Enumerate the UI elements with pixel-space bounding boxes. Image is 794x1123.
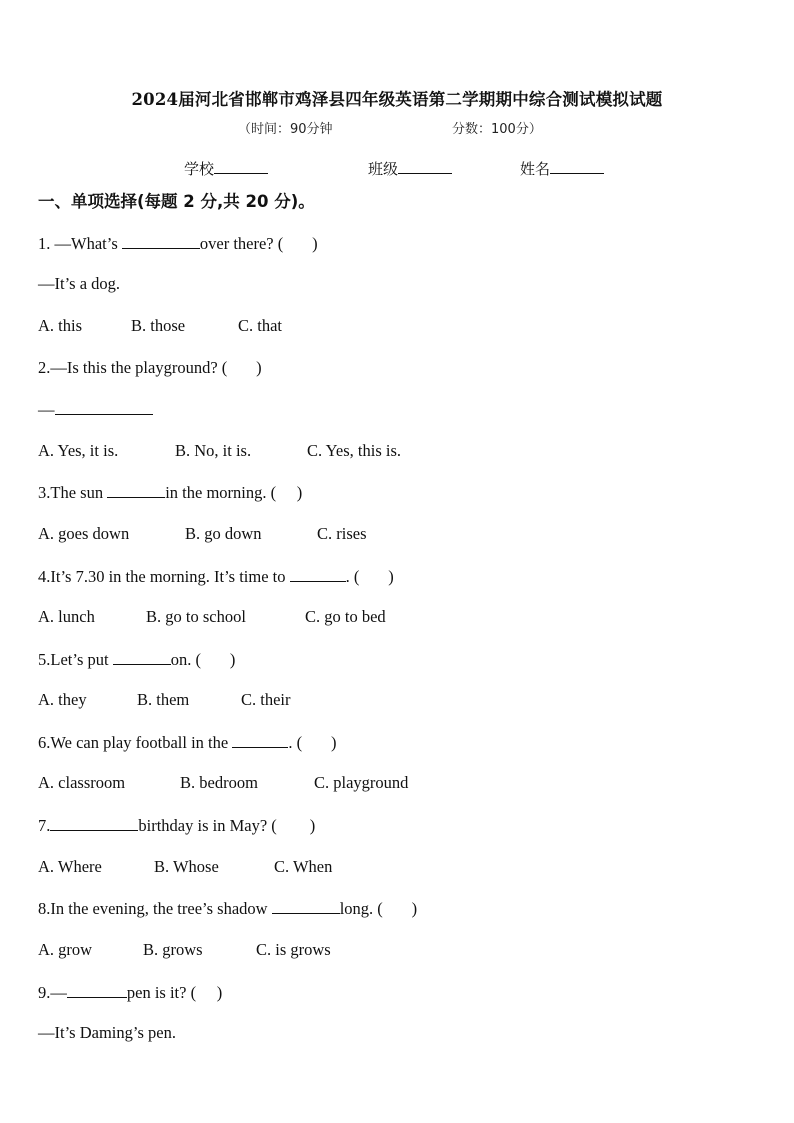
question-6-text-start: 6.We can play football in the <box>38 733 233 752</box>
question-9-answer-line: —It’s Daming’s pen. <box>38 1023 176 1042</box>
answer-blank[interactable] <box>113 649 171 665</box>
question-3-text-end: in the morning. ( ) <box>165 483 303 502</box>
question-4-text-start: 4.It’s 7.30 in the morning. It’s time to <box>38 567 290 586</box>
question-8-text-start: 8.In the evening, the tree’s shadow <box>38 899 272 918</box>
option-c: C. Yes, this is. <box>307 441 401 460</box>
option-a: A. Yes, it is. <box>38 441 119 460</box>
question-6 <box>38 732 336 753</box>
option-c: C. that <box>238 316 282 335</box>
answer-blank[interactable] <box>55 399 153 415</box>
option-b: B. Whose <box>154 857 219 876</box>
question-5-text-start: 5.Let’s put <box>38 650 113 669</box>
question-2-answer-line <box>38 399 153 420</box>
answer-blank[interactable] <box>67 982 127 998</box>
question-7-text-end: birthday is in May? ( ) <box>138 816 316 835</box>
answer-blank[interactable] <box>107 482 165 498</box>
school-field <box>184 158 268 179</box>
answer-blank[interactable] <box>290 566 346 582</box>
question-2: 2.—Is this the playground? ( ) <box>38 358 262 377</box>
option-a: A. goes down <box>38 524 130 543</box>
option-b: B. bedroom <box>180 773 258 792</box>
option-b: B. No, it is. <box>175 441 252 460</box>
option-a: A. this <box>38 316 83 335</box>
question-9-text-end: pen is it? ( ) <box>126 983 223 1002</box>
total-score: 分数：100分） <box>452 122 542 137</box>
option-a: A. Where <box>38 857 102 876</box>
question-8 <box>38 898 417 919</box>
name-blank[interactable] <box>550 159 604 174</box>
answer-blank[interactable] <box>122 233 200 249</box>
option-c: C. playground <box>314 773 409 792</box>
question-4 <box>38 566 394 587</box>
question-1-answer-line: —It’s a dog. <box>38 274 121 293</box>
question-1 <box>38 233 318 254</box>
question-9 <box>38 982 222 1003</box>
option-c: C. their <box>241 690 291 709</box>
question-3-text-start: 3.The sun <box>38 483 108 502</box>
page-title: 2024届河北省邯郸市鸡泽县四年级英语第二学期期中综合测试模拟试题 <box>131 90 663 109</box>
option-c: C. rises <box>317 524 367 543</box>
question-1-text-start: 1. —What’s <box>38 234 122 253</box>
option-a: A. classroom <box>38 773 126 792</box>
question-8-text-end: long. ( ) <box>339 899 418 918</box>
question-3 <box>38 482 302 503</box>
option-c: C. is grows <box>256 940 331 959</box>
option-a: A. grow <box>38 940 93 959</box>
question-6-text-end: . ( ) <box>288 733 337 752</box>
option-b: B. grows <box>143 940 203 959</box>
class-blank[interactable] <box>398 159 452 174</box>
question-5 <box>38 649 235 670</box>
option-b: B. go down <box>185 524 262 543</box>
option-a: A. lunch <box>38 607 95 626</box>
answer-blank[interactable] <box>272 898 340 914</box>
section-heading: 一、单项选择(每题 2 分,共 20 分)。 <box>38 192 315 211</box>
question-4-text-end: . ( ) <box>345 567 394 586</box>
option-c: C. go to bed <box>305 607 386 626</box>
class-field <box>368 158 452 179</box>
option-b: B. those <box>131 316 186 335</box>
question-1-text-end: over there? ( ) <box>199 234 318 253</box>
option-c: C. When <box>274 857 333 876</box>
time-limit: （时间：90分钟 <box>238 122 333 137</box>
question-7-text-start: 7. <box>38 816 51 835</box>
dash: — <box>38 400 55 419</box>
answer-blank[interactable] <box>50 815 138 831</box>
name-field <box>520 158 604 179</box>
question-5-text-end: on. ( ) <box>170 650 236 669</box>
class-label: 班级 <box>368 160 399 178</box>
option-b: B. them <box>137 690 190 709</box>
question-7 <box>38 815 315 836</box>
answer-blank[interactable] <box>232 732 288 748</box>
option-b: B. go to school <box>146 607 246 626</box>
school-blank[interactable] <box>214 159 268 174</box>
school-label: 学校 <box>184 160 215 178</box>
name-label: 姓名 <box>520 160 551 178</box>
option-a: A. they <box>38 690 87 709</box>
question-9-text-start: 9.— <box>38 983 67 1002</box>
